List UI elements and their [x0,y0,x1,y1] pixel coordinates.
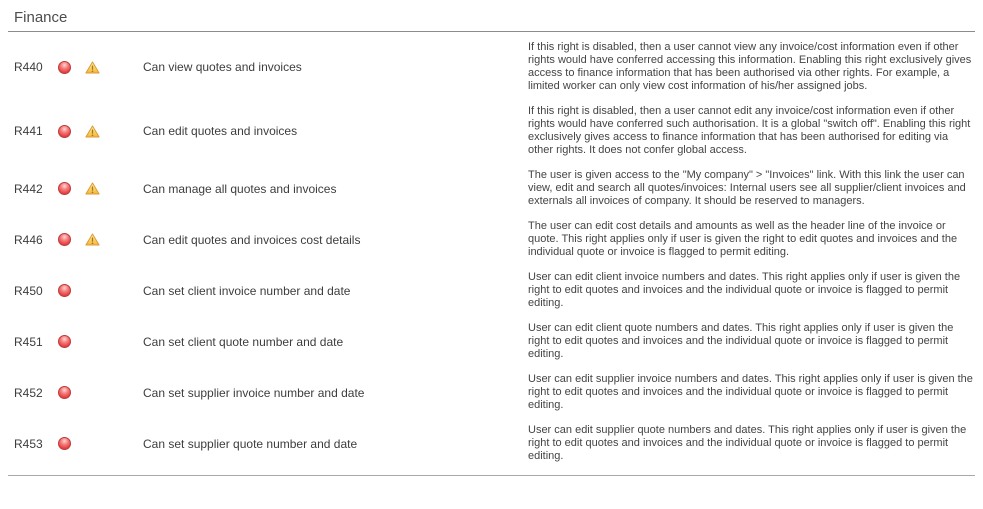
right-row-left [0,322,528,361]
right-row-left [0,373,528,412]
right-row-left [0,271,528,310]
red-circle-icon[interactable] [58,437,71,450]
right-row [0,163,983,214]
right-row [0,35,983,99]
right-row-left [0,220,528,259]
red-circle-icon[interactable] [58,125,71,138]
right-description: The user can edit cost details and amounts as well as the header line of the invoice or quote. This right applies only if user is given the right to edit quotes and invoices and the individual quote or invoice is flagged to permit editing. [528,220,958,258]
right-code: R450 [14,283,43,298]
right-status-icons [58,233,122,246]
right-status-icons [58,386,122,399]
right-row-left [0,41,528,93]
right-code: R451 [14,334,43,349]
red-circle-icon[interactable] [58,335,71,348]
right-row [0,99,983,163]
right-label: Can view quotes and invoices [143,60,302,74]
right-label: Can set client quote number and date [143,334,344,349]
red-circle-icon[interactable] [58,182,71,195]
right-row-left [0,169,528,208]
red-circle-icon[interactable] [58,386,71,399]
warning-triangle-icon [85,182,100,195]
red-circle-icon[interactable] [58,61,71,74]
right-status-icons [58,335,122,348]
right-description: User can edit supplier invoice numbers and dates. This right applies only if user is given the right to edit quotes and invoices and the individual quote or invoice is flagged to permit editing. [528,373,973,411]
right-row [0,367,983,418]
right-description: User can edit supplier quote numbers and dates. This right applies only if user is given the right to edit quotes and invoices and the individual quote or invoice is flagged to permit editing. [528,424,967,462]
right-row-left [0,424,528,463]
right-label: Can set supplier quote number and date [143,436,358,451]
right-row [0,418,983,469]
rights-list [0,32,983,469]
right-status-icons [58,125,122,138]
right-row [0,265,983,316]
right-label: Can set supplier invoice number and date [143,385,365,400]
right-code: R442 [14,181,43,196]
right-description: The user is given access to the "My company" > "Invoices" link. With this link the user can view, edit and search all quotes/invoices: Internal users see all supplier/client invoices and externals all invoices of company. It should be reserved to managers. [528,169,966,207]
right-code: R446 [14,232,43,247]
right-label: Can manage all quotes and invoices [143,181,337,196]
right-row [0,316,983,367]
right-code: R453 [14,436,43,451]
right-code: R452 [14,385,43,400]
right-status-icons [58,437,122,450]
right-row-left [0,105,528,157]
right-label: Can edit quotes and invoices cost details [143,232,361,247]
right-status-icons [58,284,122,297]
right-description: User can edit client invoice numbers and dates. This right applies only if user is given the right to edit quotes and invoices and the individual quote or invoice is flagged to permit editing. [528,271,961,309]
warning-triangle-icon [85,125,100,138]
right-description: If this right is disabled, then a user cannot view any invoice/cost information even if other rights would have conferred accessing this information. Enabling this right exclusively gives access to finance information that has been authorised via other rights. For example, a limited worker can only view cost information of his/her assigned jobs. [528,41,972,92]
red-circle-icon[interactable] [58,284,71,297]
right-label: Can set client invoice number and date [143,283,351,298]
right-status-icons [58,182,122,195]
red-circle-icon[interactable] [58,233,71,246]
right-status-icons [58,61,122,74]
right-code: R441 [14,124,43,138]
right-label: Can edit quotes and invoices [143,124,298,138]
warning-triangle-icon [85,61,100,74]
section-title: Finance [14,9,68,26]
right-description: If this right is disabled, then a user cannot edit any invoice/cost information even if other rights would have conferred such authorisation. It is a global "switch off". Enabling this right exclusively gives access to finance information that has been authorised for editing via other rights. It does not confer global access. [528,105,971,156]
bottom-divider [8,475,975,476]
right-description: User can edit client quote numbers and dates. This right applies only if user is given the right to edit quotes and invoices and the individual quote or invoice is flagged to permit editing. [528,322,954,360]
right-code: R440 [14,60,43,74]
warning-triangle-icon [85,233,100,246]
right-row [0,214,983,265]
